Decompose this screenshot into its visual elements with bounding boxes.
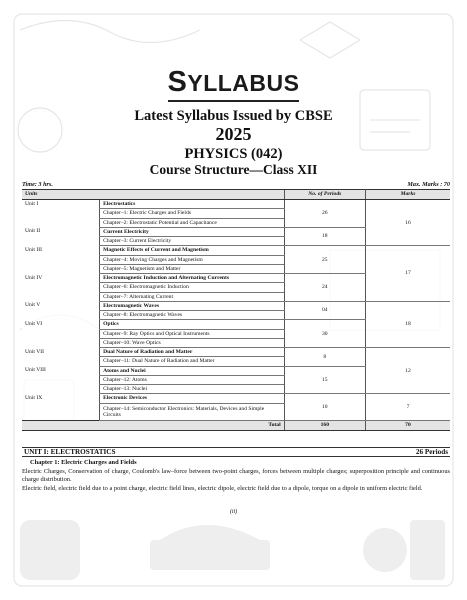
exam-meta [22, 181, 450, 188]
unit-section-title: UNIT I: ELECTROSTATICS [24, 448, 116, 456]
unit-label: Unit VIII [25, 367, 46, 373]
periods-header: No. of Periods [284, 190, 365, 200]
group-marks: 18 [365, 301, 450, 347]
chapter-entry: Chapter–11: Dual Nature of Radiation and Matter [100, 357, 285, 366]
heading-rest: YLLABUS [187, 70, 300, 96]
group-marks: 12 [365, 348, 450, 394]
unit-label: Unit VI [25, 320, 43, 327]
page-heading [0, 66, 467, 99]
syllabus-table [22, 189, 450, 431]
unit-periods: 15 [284, 366, 365, 394]
unit-periods: 18 [284, 227, 365, 246]
unit-label: Unit V [25, 302, 41, 309]
content-paragraph: Electric Charges, Conservation of charge, Coulomb's law–force between two-point charges, forces between multiple charges; superposition principle and continuous charge distribution. [22, 468, 450, 484]
unit-periods: 30 [284, 320, 365, 348]
unit-section-periods: 26 Periods [415, 448, 448, 456]
unit-title: Electrostatics [100, 200, 285, 209]
unit-periods: 8 [284, 348, 365, 367]
exam-time: Time: 3 hrs. [22, 181, 53, 188]
exam-max-marks: Max. Marks : 70 [407, 181, 450, 188]
unit-label: Unit IX [25, 394, 43, 401]
unit-title: Electromagnetic Induction and Alternating Currents [100, 274, 285, 283]
chapter-entry: Chapter–5: Magnetism and Matter [100, 264, 285, 273]
chapter-entry: Chapter–12: Atoms [100, 375, 285, 384]
unit-title: Atoms and Nuclei [100, 366, 285, 375]
group-marks: 16 [365, 200, 450, 246]
unit-section-bar [22, 447, 450, 457]
unit-periods: 10 [284, 394, 365, 421]
issuer-subtitle: Latest Syllabus Issued by CBSE [134, 108, 333, 124]
table-row [22, 301, 450, 310]
unit-title: Magnetic Effects of Current and Magnetism [100, 246, 285, 255]
chapter-entry: Chapter–1: Electric Charges and Fields [100, 209, 285, 218]
unit-label: Unit VII [25, 348, 45, 355]
unit-title: Current Electricity [100, 227, 285, 236]
heading-first-letter: S [167, 66, 188, 98]
table-row [22, 200, 450, 209]
total-marks: 70 [365, 421, 450, 431]
table-header-row [22, 190, 450, 200]
table-row [22, 348, 450, 357]
group-marks: 17 [365, 246, 450, 302]
unit-label: Unit II [25, 228, 41, 235]
heading-underline [168, 100, 299, 102]
chapter-entry: Chapter–6: Electromagnetic Induction [100, 283, 285, 292]
chapter-entry: Chapter–10: Wave Optics [100, 338, 285, 347]
total-label: Total [22, 421, 284, 431]
chapter-entry: Chapter–3: Current Electricity [100, 237, 285, 246]
chapter-entry: Chapter–7: Alternating Current [100, 292, 285, 301]
unit-periods: 25 [284, 246, 365, 274]
content-paragraph: Electric field, electric field due to a point charge, electric field lines, electric dipole, electric field due to a dipole, torque on a dipole in uniform electric field. [22, 485, 423, 492]
unit-title: Electronic Devices [100, 394, 285, 403]
unit-periods: 26 [284, 200, 365, 228]
chapter-entry: Chapter–2: Electrostatic Potential and Capacitance [100, 218, 285, 227]
unit-periods: 04 [284, 301, 365, 320]
chapter-title: Chapter 1: Electric Charges and Fields [30, 459, 137, 466]
unit-periods: 24 [284, 274, 365, 302]
unit-title: Electromagnetic Waves [100, 301, 285, 310]
unit-title: Optics [100, 320, 285, 329]
course-structure-subtitle: Course Structure—Class XII [149, 162, 318, 177]
page-number: (ii) [229, 509, 238, 515]
unit-label: Unit I [25, 201, 39, 207]
table-row [22, 246, 450, 255]
chapter-entry: Chapter–4: Moving Charges and Magnetism [100, 255, 285, 264]
total-periods: 160 [284, 421, 365, 431]
year-subtitle: 2025 [215, 124, 252, 144]
unit-title: Dual Nature of Radiation and Matter [100, 348, 285, 357]
marks-header: Marks [365, 190, 450, 200]
unit-label: Unit IV [25, 274, 43, 281]
chapter-entry: Chapter–14: Semiconductor Electronics: Materials, Devices and Simple Circuits [100, 403, 285, 421]
group-marks: 7 [365, 394, 450, 421]
unit-label: Unit III [25, 246, 42, 253]
subject-subtitle: PHYSICS (042) [184, 146, 283, 162]
units-header: Units [22, 190, 284, 200]
chapter-entry: Chapter–9: Ray Optics and Optical Instruments [100, 329, 285, 338]
total-row [22, 421, 450, 431]
chapter-entry: Chapter–8: Electromagnetic Waves [100, 311, 285, 320]
table-row [22, 394, 450, 403]
chapter-entry: Chapter–13: Nuclei [100, 385, 285, 394]
